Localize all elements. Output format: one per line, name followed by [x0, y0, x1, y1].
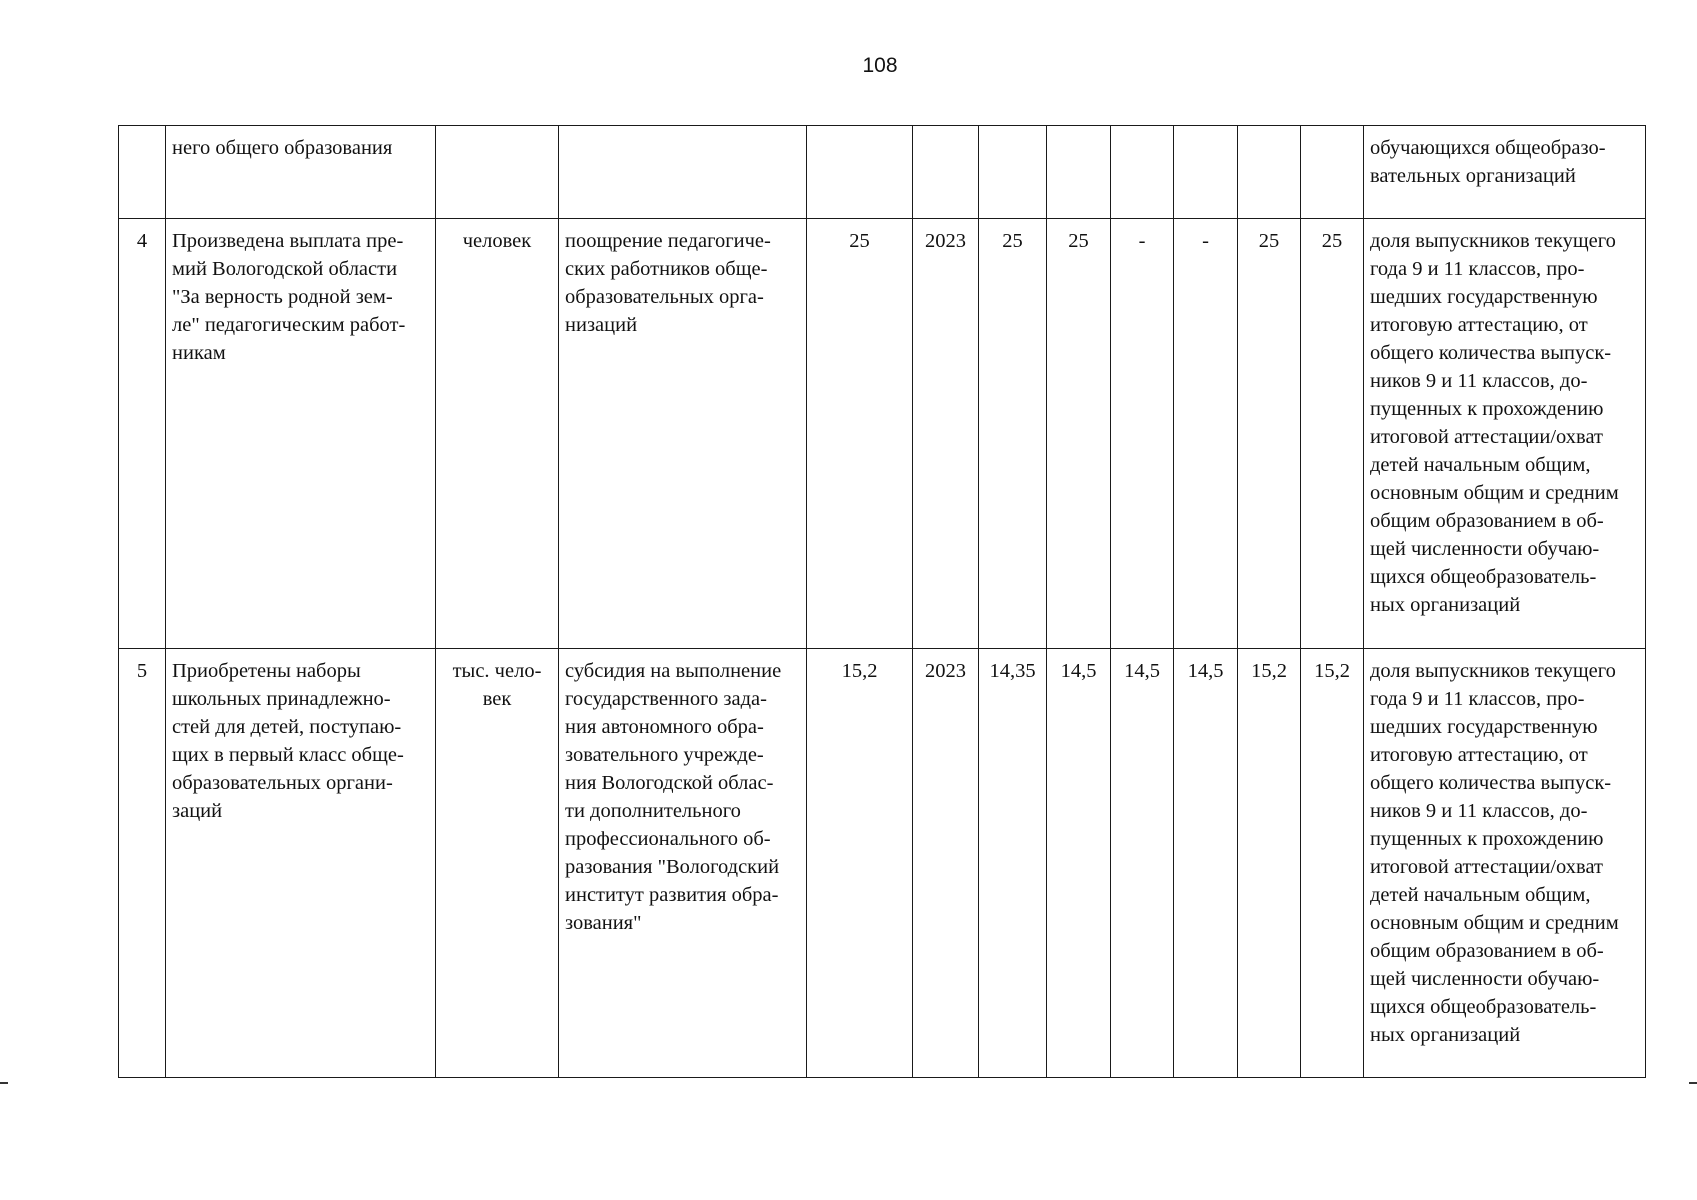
cell-value: 15,2	[807, 649, 913, 1078]
page-edge-mark	[1689, 1082, 1697, 1084]
cell-event: Приобретены наборы школьных принадлежно- стей для детей, поступаю- щих в первый класс обще- образовательных органи- заций	[166, 649, 436, 1078]
cell-indicator: обучающихся общеобразо- вательных организаций	[1364, 126, 1646, 219]
cell-indicator: доля выпускников текущего года 9 и 11 классов, про- шедших государственную итоговую аттестацию, от общего количества выпуск- ников 9 и 11 классов, до- пущенных к прохождению итоговой аттестации/охват детей начальным общим, основным общим и средним общим образованием в об- щей численности обучаю- щихся общеобразователь- ных организаций	[1364, 649, 1646, 1078]
cell-funding-source: субсидия на выполнение государственного зада- ния автономного обра- зовательного учрежде- ния Вологодской облас- ти дополнительного профессионального об- разования "Вологодский институт развития обра- зования"	[559, 649, 807, 1078]
cell-value: 25	[807, 219, 913, 649]
cell-value	[1174, 126, 1238, 219]
cell-value	[913, 126, 979, 219]
cell-event: него общего образования	[166, 126, 436, 219]
cell-unit	[436, 126, 559, 219]
cell-value: 25	[979, 219, 1047, 649]
page-edge-mark	[0, 1082, 8, 1084]
cell-value: 14,5	[1047, 649, 1111, 1078]
page-number: 108	[862, 54, 898, 77]
cell-value: -	[1111, 219, 1174, 649]
measures-table	[118, 125, 1646, 1078]
cell-value: 14,5	[1174, 649, 1238, 1078]
cell-unit: тыс. чело- век	[436, 649, 559, 1078]
cell-value	[979, 126, 1047, 219]
cell-value	[1111, 126, 1174, 219]
table-row-continuation	[119, 126, 1646, 219]
table-row	[119, 649, 1646, 1078]
table-row	[119, 219, 1646, 649]
cell-funding-source: поощрение педагогиче- ских работников обще- образовательных орга- низаций	[559, 219, 807, 649]
cell-value: 2023	[913, 219, 979, 649]
cell-number	[119, 126, 166, 219]
cell-unit: человек	[436, 219, 559, 649]
cell-value: 2023	[913, 649, 979, 1078]
cell-value: 15,2	[1238, 649, 1301, 1078]
cell-number: 5	[119, 649, 166, 1078]
cell-indicator: доля выпускников текущего года 9 и 11 классов, про- шедших государственную итоговую аттестацию, от общего количества выпуск- ников 9 и 11 классов, до- пущенных к прохождению итоговой аттестации/охват детей начальным общим, основным общим и средним общим образованием в об- щей численности обучаю- щихся общеобразователь- ных организаций	[1364, 219, 1646, 649]
cell-value	[1301, 126, 1364, 219]
cell-value: -	[1174, 219, 1238, 649]
cell-value	[1047, 126, 1111, 219]
cell-value: 14,35	[979, 649, 1047, 1078]
cell-value: 15,2	[1301, 649, 1364, 1078]
cell-funding-source	[559, 126, 807, 219]
cell-value: 25	[1301, 219, 1364, 649]
cell-event: Произведена выплата пре- мий Вологодской области "За верность родной зем- ле" педагогическим работ- никам	[166, 219, 436, 649]
cell-value: 25	[1238, 219, 1301, 649]
cell-value	[1238, 126, 1301, 219]
cell-value: 14,5	[1111, 649, 1174, 1078]
cell-value	[807, 126, 913, 219]
cell-number: 4	[119, 219, 166, 649]
cell-value: 25	[1047, 219, 1111, 649]
